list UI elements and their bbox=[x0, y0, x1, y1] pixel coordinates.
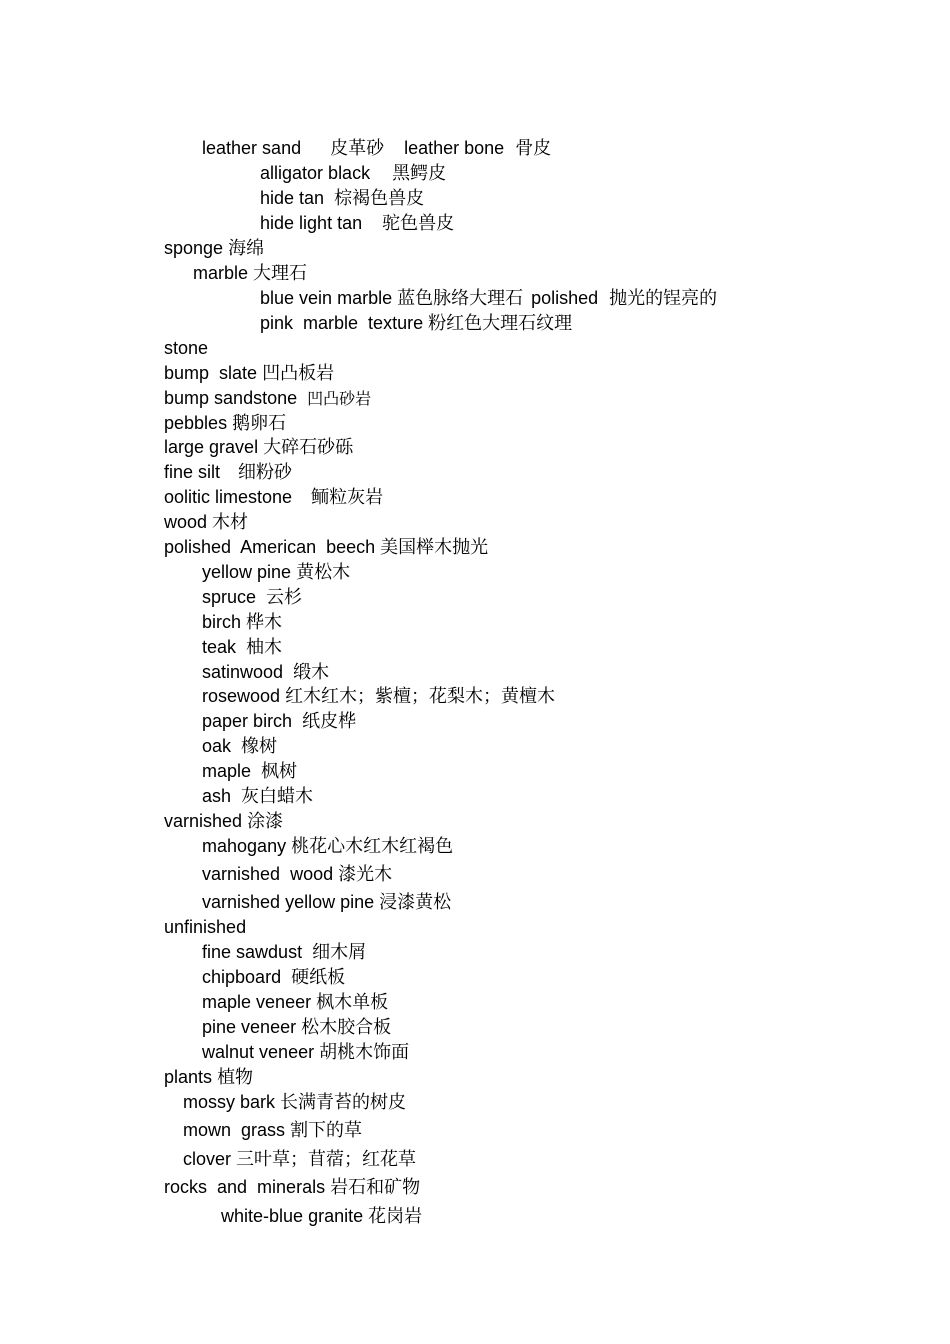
term-en: varnished wood bbox=[202, 864, 334, 884]
term-zh: 云杉 bbox=[266, 587, 303, 608]
term-zh: 鹅卵石 bbox=[232, 413, 287, 434]
term-en: marble bbox=[193, 263, 249, 283]
term-en: spruce bbox=[202, 587, 257, 607]
term-zh: 浸漆黄松 bbox=[379, 892, 452, 913]
term-zh: 硬纸板 bbox=[291, 967, 346, 988]
term-zh: 大理石 bbox=[253, 263, 308, 284]
term-en: varnished bbox=[164, 811, 243, 831]
term-en: alligator black bbox=[260, 163, 371, 183]
term-en: wood bbox=[164, 512, 208, 532]
term-zh: 枫树 bbox=[261, 761, 298, 782]
term-zh: 岩石和矿物 bbox=[330, 1177, 421, 1198]
term-zh: 抛光的锃亮的 bbox=[609, 288, 718, 309]
term-en: fine silt bbox=[164, 462, 221, 482]
term-en: varnished yellow pine bbox=[202, 892, 375, 912]
term-zh: 海绵 bbox=[228, 238, 265, 259]
term-en: mossy bark bbox=[183, 1092, 276, 1112]
term-zh: 柚木 bbox=[246, 637, 283, 658]
term-zh: 鲕粒灰岩 bbox=[311, 487, 384, 508]
term-zh: 棕褐色兽皮 bbox=[334, 188, 425, 209]
term-en: ash bbox=[202, 786, 232, 806]
term-en: satinwood bbox=[202, 662, 284, 682]
term-zh: 凹凸板岩 bbox=[262, 363, 335, 384]
term-zh: 三叶草；苜蓿；红花草 bbox=[236, 1149, 417, 1170]
term-zh: 胡桃木饰面 bbox=[319, 1042, 410, 1063]
term-en: fine sawdust bbox=[202, 942, 303, 962]
term-en: yellow pine bbox=[202, 562, 292, 582]
term-zh: 长满青苔的树皮 bbox=[280, 1092, 407, 1113]
term-zh: 驼色兽皮 bbox=[382, 213, 455, 234]
term-en: polished American beech bbox=[164, 537, 376, 557]
term-zh: 黑鳄皮 bbox=[392, 163, 447, 184]
term-zh: 涂漆 bbox=[247, 811, 284, 832]
term-en: paper birch bbox=[202, 711, 293, 731]
term-en: hide light tan bbox=[260, 213, 363, 233]
term-zh: 蓝色脉络大理石 bbox=[397, 288, 524, 309]
term-en: rosewood bbox=[202, 686, 281, 706]
term-en: bump slate bbox=[164, 363, 258, 383]
term-zh: 大碎石砂砾 bbox=[263, 437, 354, 458]
term-en: large gravel bbox=[164, 437, 259, 457]
term-zh: 黄松木 bbox=[296, 562, 351, 583]
term-en: mahogany bbox=[202, 836, 287, 856]
term-zh: 粉红色大理石纹理 bbox=[428, 313, 573, 334]
term-zh: 美国榉木抛光 bbox=[380, 537, 489, 558]
term-zh: 灰白蜡木 bbox=[241, 786, 314, 807]
term-en: leather sand bbox=[202, 138, 302, 158]
term-en: clover bbox=[183, 1149, 232, 1169]
term-zh: 缎木 bbox=[293, 662, 330, 683]
term-zh: 漆光木 bbox=[338, 864, 393, 885]
term-en: pine veneer bbox=[202, 1017, 297, 1037]
term-en: maple veneer bbox=[202, 992, 312, 1012]
term-zh: 枫木单板 bbox=[316, 992, 389, 1013]
term-en: birch bbox=[202, 612, 242, 632]
term-en: maple bbox=[202, 761, 252, 781]
term-zh: 凹凸砂岩 bbox=[307, 389, 372, 408]
term-zh: 细木屑 bbox=[312, 942, 367, 963]
term-zh: 割下的草 bbox=[290, 1120, 363, 1141]
term-en: leather bone bbox=[404, 138, 505, 158]
term-zh: 橡树 bbox=[241, 736, 278, 757]
term-en: chipboard bbox=[202, 967, 282, 987]
term-zh: 松木胶合板 bbox=[301, 1017, 392, 1038]
term-en: oak bbox=[202, 736, 232, 756]
term-en: sponge bbox=[164, 238, 224, 258]
term-en: oolitic limestone bbox=[164, 487, 293, 507]
term-en: mown grass bbox=[183, 1120, 286, 1140]
list-item bbox=[201, 1183, 422, 1250]
term-en: white-blue granite bbox=[221, 1206, 364, 1226]
term-en: stone bbox=[164, 338, 209, 358]
term-zh: 细粉砂 bbox=[238, 462, 293, 483]
term-en: polished bbox=[531, 288, 599, 308]
term-zh: 桃花心木红木红褐色 bbox=[291, 836, 454, 857]
term-en: rocks and minerals bbox=[164, 1177, 326, 1197]
term-zh: 木材 bbox=[212, 512, 249, 533]
term-zh: 皮革砂 bbox=[330, 138, 385, 159]
term-zh: 桦木 bbox=[246, 612, 283, 633]
term-en: hide tan bbox=[260, 188, 325, 208]
term-en: plants bbox=[164, 1067, 213, 1087]
term-en: pebbles bbox=[164, 413, 228, 433]
term-en: teak bbox=[202, 637, 237, 657]
term-zh: 红木红木；紫檀；花梨木；黄檀木 bbox=[285, 686, 556, 707]
term-zh: 花岗岩 bbox=[368, 1206, 423, 1227]
term-en: blue vein marble bbox=[260, 288, 393, 308]
term-en: pink marble texture bbox=[260, 313, 424, 333]
term-en: walnut veneer bbox=[202, 1042, 315, 1062]
term-zh: 纸皮桦 bbox=[302, 711, 357, 732]
term-zh: 骨皮 bbox=[515, 138, 552, 159]
term-en: bump sandstone bbox=[164, 388, 298, 408]
term-en: unfinished bbox=[164, 917, 247, 937]
term-zh: 植物 bbox=[217, 1067, 254, 1088]
